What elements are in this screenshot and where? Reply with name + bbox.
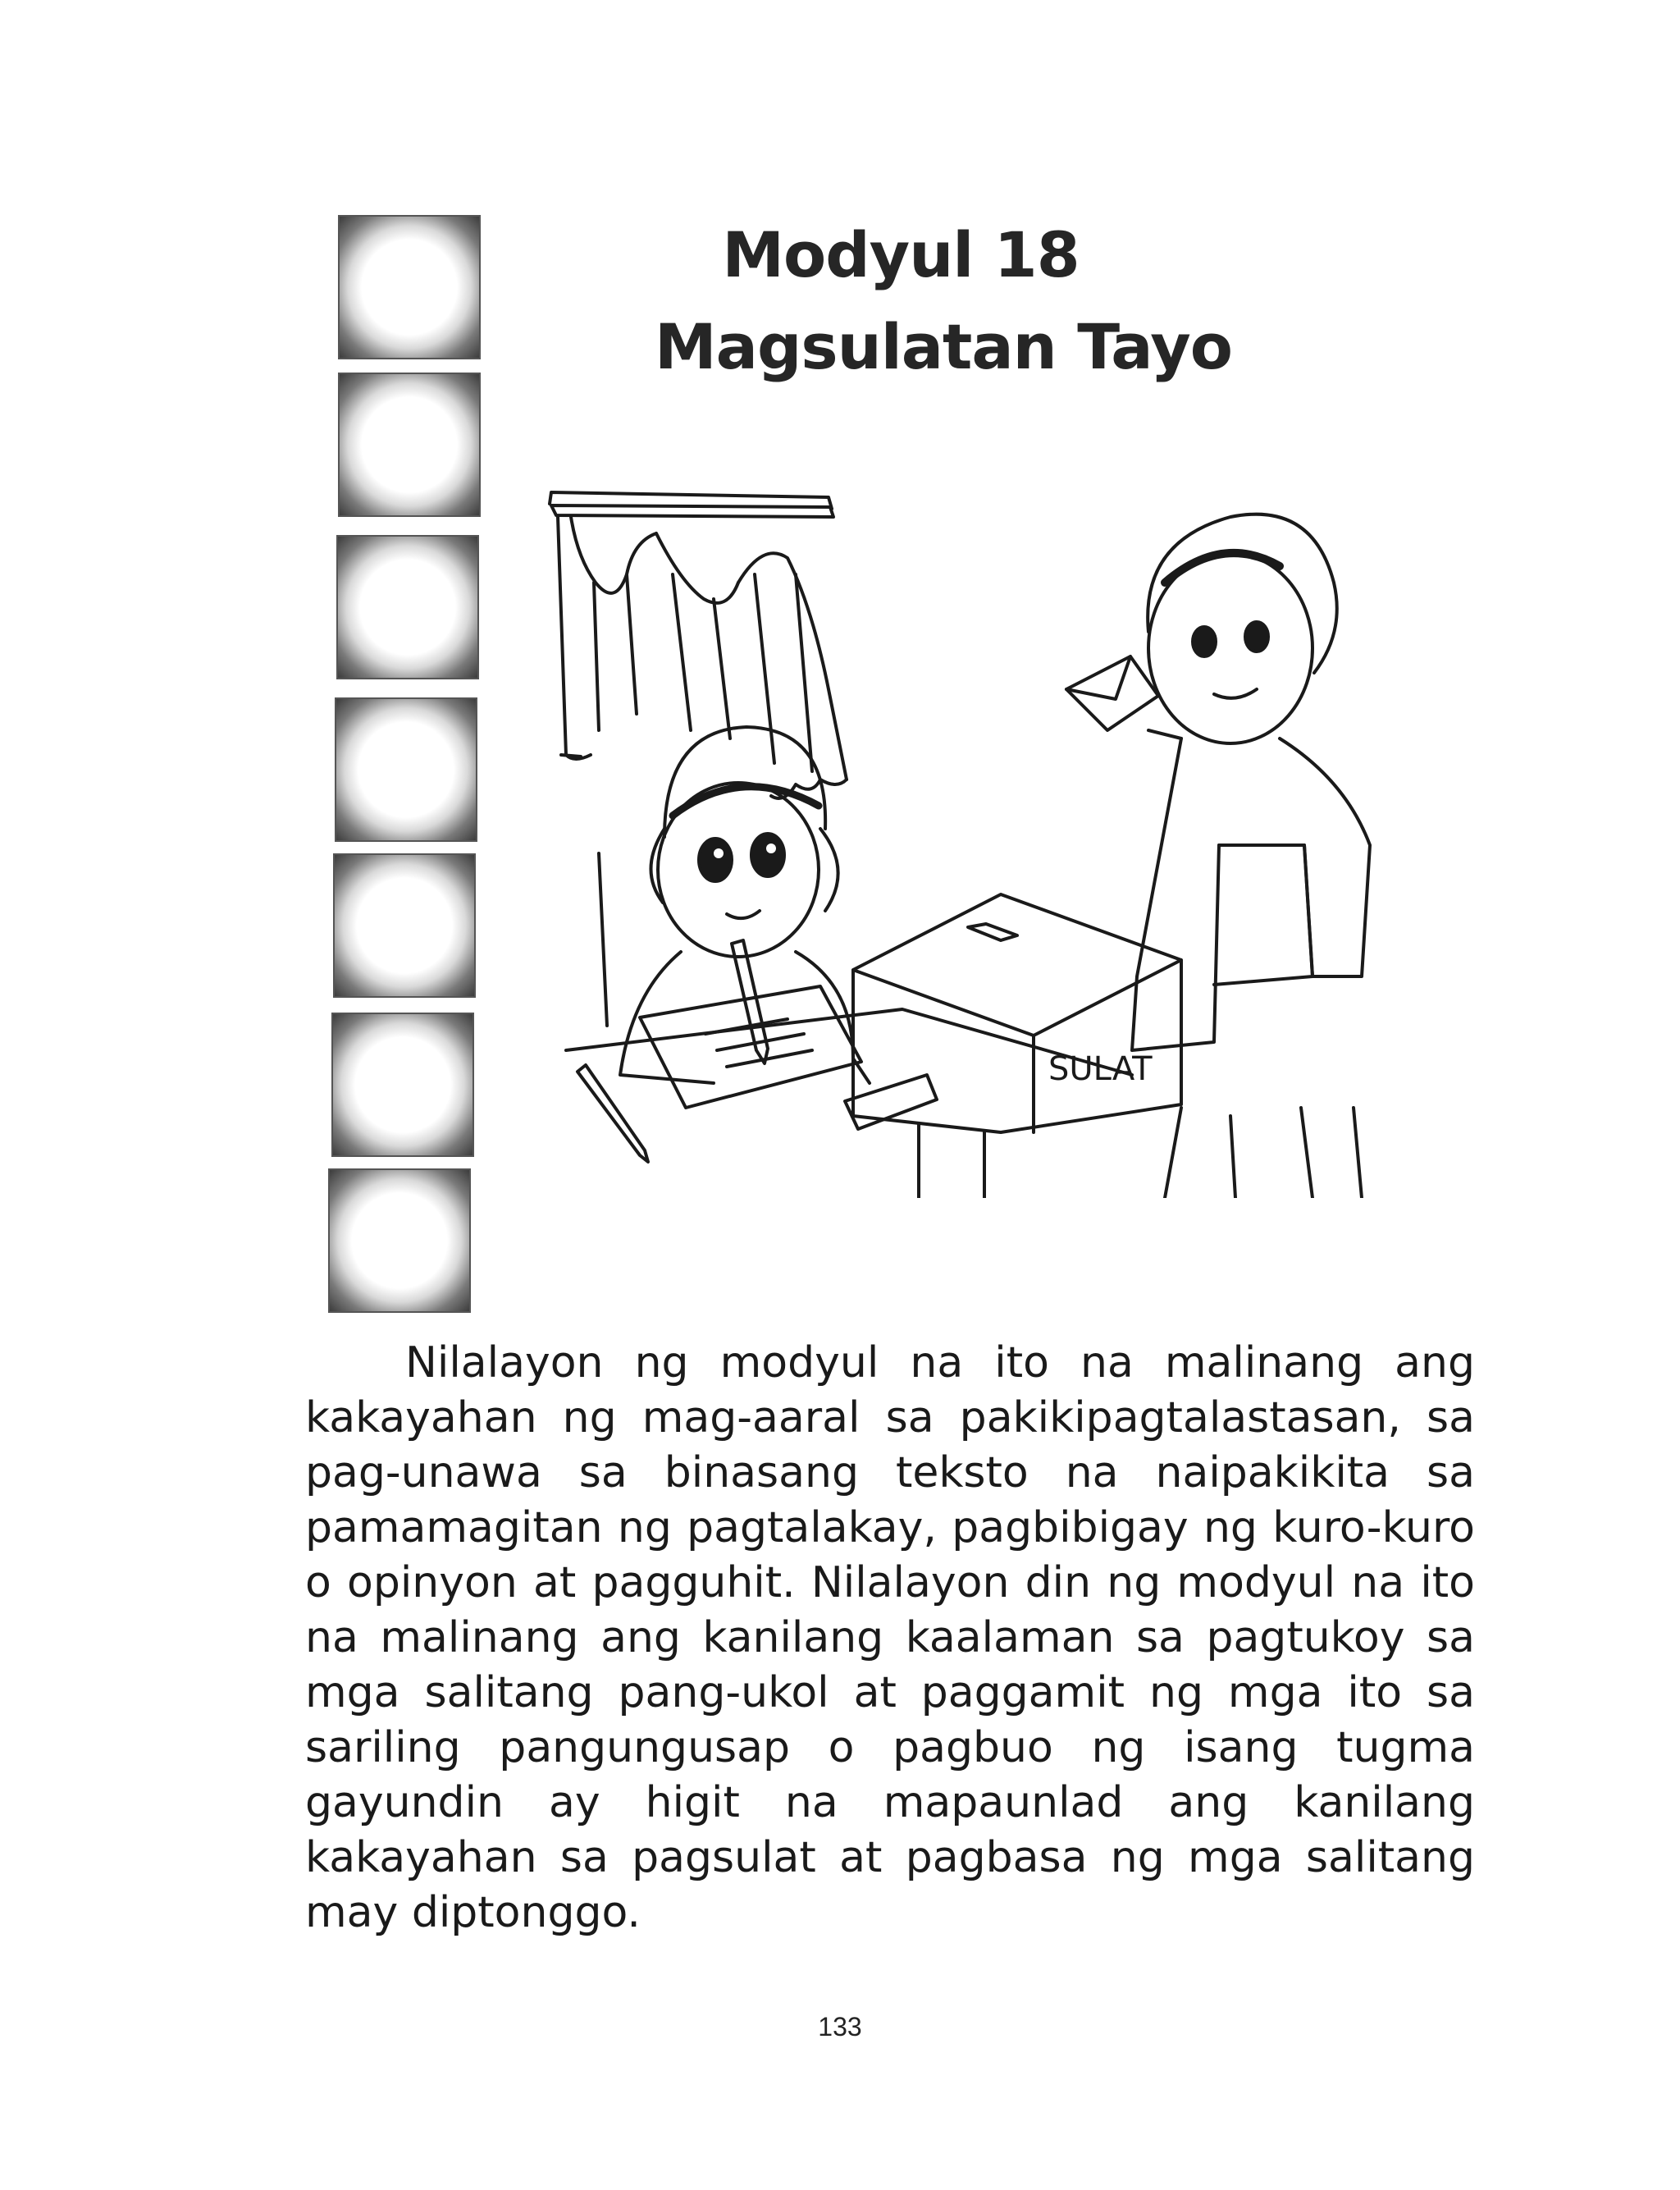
module-description-paragraph: [305, 1336, 1475, 1941]
letter-box-label: SULAT: [1048, 1050, 1153, 1088]
decorative-circle-tile: [328, 1168, 471, 1313]
decorative-circle-tile: [331, 1013, 474, 1157]
paragraph-text: Nilalayon ng modyul na ito na malinang ang kakayahan ng mag-aaral sa pakikipagtalastasan, sa pag-unawa sa binasang teksto na naipakikita sa pamamagitan ng pagtalakay, pagbibigay ng kuro-kuro o opinyon at pagguhit. Nilalayon din ng modyul na ito na malinang ang kanilang kaalaman sa pagtukoy sa mga salitang pang-ukol at paggamit ng mga ito sa sariling pangungusap o pagbuo ng isang tugma gayundin ay higit na mapaunlad ang kanilang kakayahan sa pagsulat at pagbasa ng mga salitang may diptonggo.: [305, 1338, 1475, 1937]
decorative-circle-tile: [338, 215, 481, 359]
window-curtain-drawing: [550, 492, 847, 798]
module-name-heading: Magsulatan Tayo: [655, 310, 1232, 383]
decorative-circle-tile: [333, 853, 476, 998]
decorative-circle-tile: [336, 535, 479, 679]
decorative-circle-tile: [335, 697, 477, 842]
module-title: [607, 209, 1263, 393]
children-writing-letters-illustration: [541, 484, 1419, 1198]
page-number: 133: [818, 2012, 862, 2041]
girl-drawing: [566, 727, 1132, 1162]
decorative-circle-tile: [338, 373, 481, 517]
boy-drawing: [1066, 514, 1370, 1198]
module-number-heading: Modyul 18: [722, 218, 1080, 291]
